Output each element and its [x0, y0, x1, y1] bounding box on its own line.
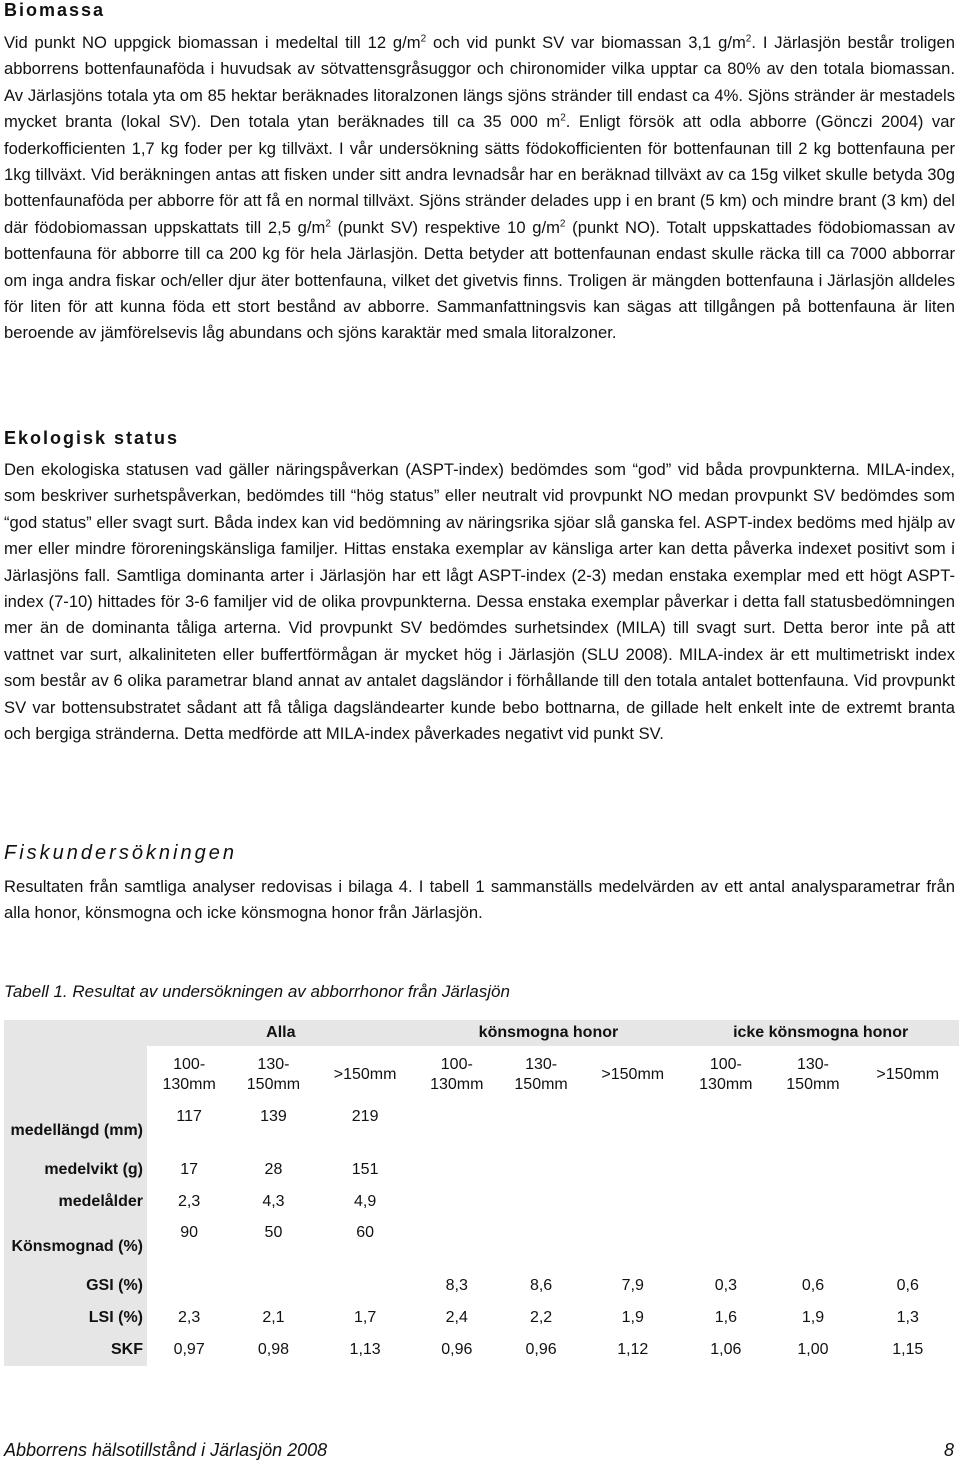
- group-header-icke-konsmogna: icke könsmogna honor: [682, 1020, 959, 1046]
- table-row: [4, 1334, 959, 1366]
- footer-title: Abborrens hälsotillstånd i Järlasjön 2008: [4, 1440, 328, 1460]
- sub-header: [583, 1046, 682, 1104]
- table-cell: [415, 1218, 499, 1270]
- table-cell: 8,3: [445, 1277, 468, 1294]
- sub-header-line: 150mm: [786, 1076, 840, 1093]
- table-cell: 8,6: [529, 1277, 553, 1294]
- table-cell: [857, 1154, 959, 1186]
- table-cell: 4,3: [262, 1193, 285, 1210]
- row-label: medellängd (mm): [4, 1104, 147, 1154]
- table-row: [4, 1186, 959, 1218]
- section-title-fisk: Fiskundersökningen: [4, 842, 237, 864]
- table-cell: [415, 1186, 499, 1218]
- table-cell: [499, 1218, 583, 1270]
- sub-header-line: 130-: [257, 1056, 290, 1073]
- paragraph-biomassa: [4, 30, 955, 347]
- table-cell: [769, 1218, 856, 1270]
- table-cell: [682, 1154, 769, 1186]
- table-cell: [769, 1186, 856, 1218]
- table-cell: 1,9: [621, 1309, 644, 1326]
- text-run: . I Järlasjön består troligen abborrens bottenfaunaföda i huvudsak av sötvattensgråsuggor och chironomider vilka upptar ca 80% av den totala biomassan. Av Järlasjöns totala yta om 85 hektar beräknades litoralzonen längs sjöns stränder till endast ca 4%. Sjöns stränder är mestadels mycket branta (lokal SV). Den totala ytan beräknades till ca 35 000 m: [4, 33, 955, 132]
- table-cell: 2,3: [178, 1193, 201, 1210]
- table-cell: [857, 1186, 959, 1218]
- sub-header-line: >150mm: [876, 1066, 940, 1083]
- table-corner: [4, 1020, 147, 1046]
- superscript: 2: [559, 218, 566, 230]
- table-cell: 2,1: [262, 1309, 285, 1326]
- table-cell: 219: [351, 1108, 379, 1125]
- table-cell: [682, 1218, 769, 1270]
- table-cell: [857, 1218, 959, 1270]
- table-cell: [231, 1270, 315, 1302]
- table-cell: 1,3: [896, 1309, 919, 1326]
- sub-header-line: 150mm: [514, 1076, 568, 1093]
- table-cell: [583, 1218, 682, 1270]
- superscript: 2: [745, 33, 752, 45]
- group-header-alla: Alla: [147, 1020, 415, 1046]
- results-table: [4, 1020, 959, 1366]
- paragraph-ekologisk: Den ekologiska statusen vad gäller näringspåverkan (ASPT-index) bedömdes som “god” vid båda provpunkterna. MILA-index, som beskriver surhetspåverkan, bedömdes till “hög status” eller neutralt vid provpunkt NO medan provpunkt SV bedömdes som “god status” eller svagt surt. Båda index kan vid bedömning av näringsrika sjöar slå ganska fel. ASPT-index bedöms med hjälp av mer eller mindre föroreningskänsliga familjer. Hittas enstaka exemplar av känsliga arter kan detta påverka indexet positivt som i Järlasjöns fall. Samtliga dominanta arter i Järlasjön har ett lågt ASPT-index (2-3) medan enstaka exemplar med ett högt ASPT-index (7-10) hittades för 3-6 familjer vid de olika provpunkterna. Dessa enstaka exemplar påverkar i detta fall statusbedömningen mer än de dominanta tåliga arterna. Vid provpunkt SV bedömdes surhetsindex (MILA) till svagt surt. Detta beror inte på att vattnet var surt, alkaliniteten eller buffertförmågan är mycket hög i Järlasjön (SLU 2008). MILA-index är ett multimetriskt index som består av 6 olika parametrar bland annat av antalet dagsländor i förhållande till den totala antalet bottenfauna. Vid provpunkt SV var bottensubstratet sådant att få tåliga dagsländearter kunde bebo bottnarna, de gillade helt enkelt inte de extremt branta och bergiga stränderna. Detta medförde att MILA-index påverkades negativt vid punkt SV.: [4, 460, 955, 744]
- text-run: . Enligt försök att odla abborre (Gönczi 2004) var foderkofficienten 1,7 kg foder per kg tillväxt. I vår undersökning sätts födokofficienten för bottenfaunan till 2 kg bottenfauna per 1kg tillväxt. Vid beräkningen antas att fisken under sitt andra levnadsår har en beräknad tillväxt av ca 15g vilket skulle betyda 30g bottenfaunaföda per abborre för att få en normal tillväxt. Sjöns stränder delades upp i en brant (5 km) och mindre brant (3 km) del där födobiomassan uppskattats till 2,5 g/m: [4, 112, 955, 237]
- table-cell: 0,97: [173, 1341, 205, 1358]
- page-number: 8: [943, 1440, 954, 1460]
- paragraph-fisk: Resultaten från samtliga analyser redovisas i bilaga 4. I tabell 1 sammanställs medelvärden av ett antal analysparametrar från alla honor, könsmogna och icke könsmogna honor från Järlasjön.: [4, 877, 955, 923]
- table-row: [4, 1154, 959, 1186]
- row-label: medelvikt (g): [4, 1154, 147, 1186]
- table-row: [4, 1218, 959, 1270]
- text-run: Vid punkt NO uppgick biomassan i medeltal till 12 g/m: [4, 33, 421, 52]
- table-body: [4, 1104, 959, 1366]
- table-cell: [583, 1104, 682, 1154]
- table-cell: 0,6: [801, 1277, 825, 1294]
- sub-header-line: 130mm: [699, 1076, 753, 1093]
- table-cell: [316, 1270, 415, 1302]
- table-cell: [499, 1104, 583, 1154]
- sub-header: [316, 1046, 415, 1104]
- section-title-biomassa: Biomassa: [4, 0, 106, 20]
- table-corner: [4, 1046, 147, 1104]
- table-cell: 151: [351, 1161, 379, 1178]
- sub-header: [857, 1046, 959, 1104]
- table-cell: 117: [176, 1108, 202, 1125]
- sub-header-line: 130-: [525, 1056, 558, 1073]
- table-cell: 4,9: [353, 1193, 377, 1210]
- row-label: Könsmognad (%): [4, 1218, 147, 1270]
- sub-header: [682, 1046, 769, 1104]
- table-cell: 1,13: [349, 1341, 381, 1358]
- row-label: SKF: [4, 1334, 147, 1366]
- table-cell: 1,12: [617, 1341, 649, 1358]
- table-cell: 28: [264, 1161, 283, 1178]
- table-cell: 1,15: [892, 1341, 924, 1358]
- superscript: 2: [420, 33, 427, 45]
- sub-header-line: >150mm: [601, 1066, 665, 1083]
- sub-header-line: 130mm: [430, 1076, 484, 1093]
- sub-header: [499, 1046, 583, 1104]
- sub-header-line: 150mm: [246, 1076, 301, 1093]
- table-cell: [499, 1186, 583, 1218]
- table-cell: 1,00: [797, 1341, 829, 1358]
- text-run: (punkt SV) respektive 10 g/m: [330, 217, 560, 237]
- table-cell: 1,6: [714, 1309, 737, 1326]
- table-cell: [583, 1154, 682, 1186]
- table-cell: [769, 1104, 856, 1154]
- sub-header-line: 100-: [440, 1056, 473, 1073]
- sub-header-line: 130-: [796, 1056, 829, 1073]
- table-cell: [769, 1154, 856, 1186]
- sub-header: [769, 1046, 856, 1104]
- table-cell: 60: [356, 1224, 375, 1241]
- row-label: medelålder: [4, 1186, 147, 1218]
- table-cell: [682, 1186, 769, 1218]
- table-cell: [415, 1154, 499, 1186]
- table-cell: 0,6: [896, 1277, 919, 1294]
- table-cell: [415, 1104, 499, 1154]
- row-label: LSI (%): [4, 1302, 147, 1334]
- table-cell: 0,98: [257, 1341, 290, 1358]
- table-row: [4, 1104, 959, 1154]
- table-cell: 2,2: [529, 1309, 553, 1326]
- table-caption: Tabell 1. Resultat av undersökningen av abborrhonor från Järlasjön: [4, 982, 510, 1001]
- sub-header-line: >150mm: [333, 1066, 397, 1083]
- table-cell: [857, 1104, 959, 1154]
- text-run: (punkt NO). Totalt uppskattades födobiomassan av bottenfauna för abborre till ca 200 kg för hela Järlasjön. Detta betyder att bottenfaunan endast skulle räcka till ca 7000 abborrar om inga andra fiskar och/eller djur äter bottenfauna, vilket det givetvis finns. Troligen är mängden bottenfauna i Järlasjön alldeles för liten för att kunna föda ett stort bestånd av abborre. Sammanfattningsvis kan sägas att tillgången på bottenfauna är liten beroende av jämförelsevis låg abundans och sjöns karaktär med smala litoralzoner.: [4, 217, 955, 343]
- table-cell: 0,3: [714, 1277, 737, 1294]
- page-footer: [4, 1440, 954, 1461]
- table-cell: [147, 1270, 231, 1302]
- table-cell: 1,06: [710, 1341, 742, 1358]
- text-run: och vid punkt SV var biomassan 3,1 g/m: [426, 33, 746, 52]
- sub-header: [231, 1046, 315, 1104]
- table-row: [4, 1270, 959, 1302]
- table-cell: 90: [180, 1224, 199, 1241]
- sub-header: [147, 1046, 231, 1104]
- table-cell: [583, 1186, 682, 1218]
- row-label: GSI (%): [4, 1270, 147, 1302]
- sub-header-line: 100-: [709, 1056, 742, 1073]
- table-cell: 0,96: [525, 1341, 557, 1358]
- group-header-konsmogna: könsmogna honor: [415, 1020, 683, 1046]
- table-cell: [682, 1104, 769, 1154]
- table-cell: 139: [260, 1108, 287, 1125]
- sub-header-line: 130mm: [162, 1076, 216, 1093]
- table-cell: 17: [180, 1161, 199, 1178]
- table-cell: 2,4: [445, 1309, 468, 1326]
- table-cell: 2,3: [178, 1309, 201, 1326]
- section-title-ekologisk: Ekologisk status: [4, 428, 180, 448]
- superscript: 2: [325, 218, 331, 230]
- table-cell: 1,9: [801, 1309, 825, 1326]
- table-cell: 0,96: [441, 1341, 473, 1358]
- table-cell: 50: [264, 1224, 283, 1241]
- table-cell: [499, 1154, 583, 1186]
- table-cell: 1,7: [353, 1309, 377, 1326]
- sub-header-line: 100-: [173, 1056, 206, 1073]
- table-cell: 7,9: [621, 1277, 644, 1294]
- sub-header: [415, 1046, 499, 1104]
- superscript: 2: [560, 112, 566, 124]
- table-row: [4, 1302, 959, 1334]
